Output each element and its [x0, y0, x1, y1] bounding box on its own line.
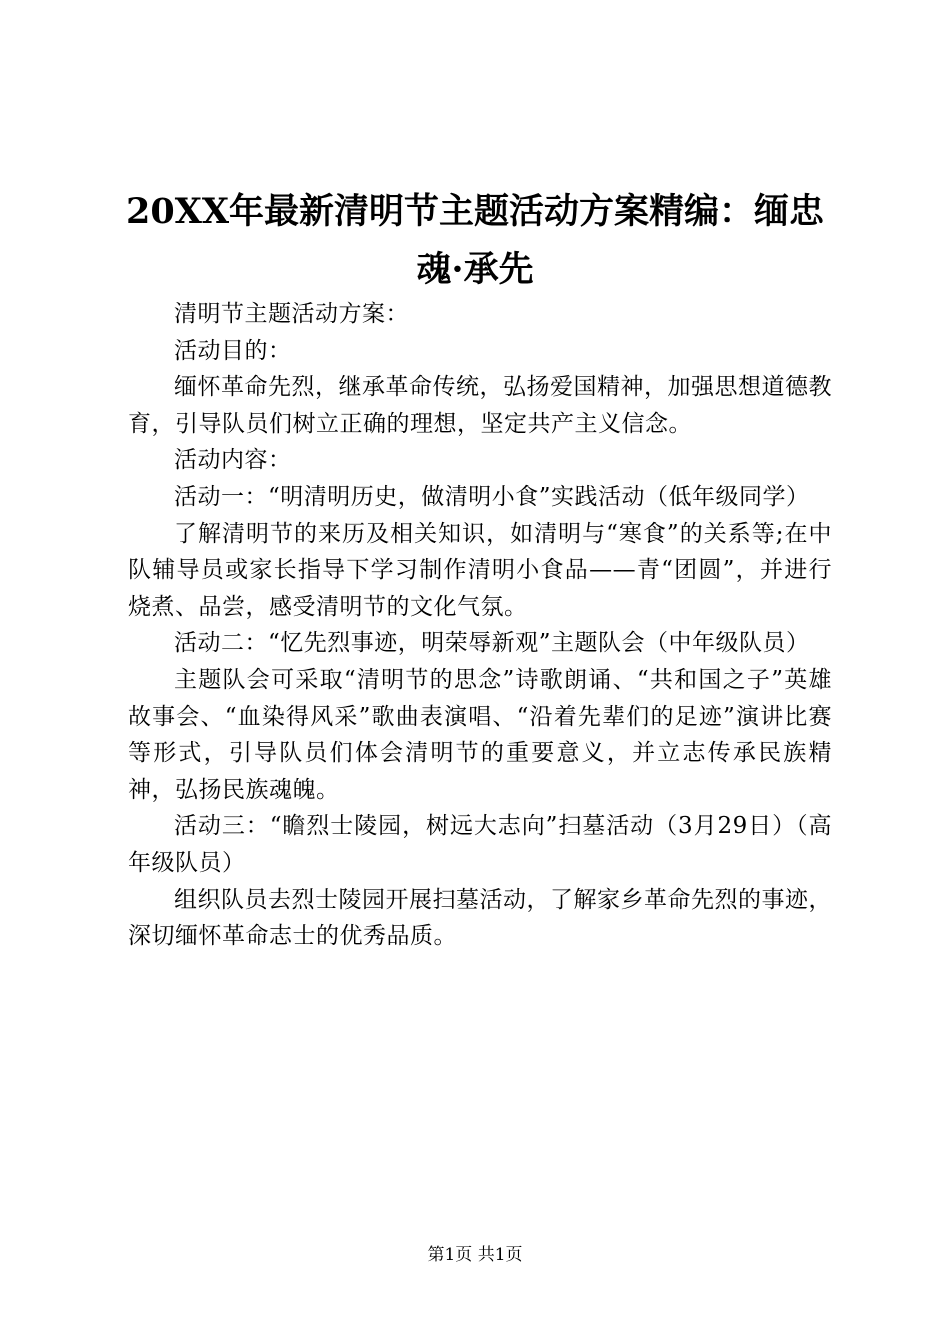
paragraph-purpose-heading: 活动目的： [174, 337, 292, 364]
paragraph-content-heading: 活动内容： [174, 447, 292, 474]
page-number: 第1页 共1页 [427, 1245, 523, 1265]
paragraph-activity-1-heading: 活动一：“明清明历史，做清明小食”实践活动（低年级同学） [174, 483, 810, 510]
paragraph-activity-1: 了解清明节的来历及相关知识，如清明与“寒食”的关系等;在中队辅导员或家长指导下学习制作清明小食品——青“团圆”，并进行烧煮、品尝，感受清明节的文化气氛。 [128, 520, 832, 620]
title-line-2: 魂·承先 [416, 249, 534, 290]
title-line-1: 20XX年最新清明节主题活动方案精编：缅忠 [125, 191, 825, 232]
document-title [120, 183, 830, 299]
paragraph-activity-2: 主题队会可采取“清明节的思念”诗歌朗诵、“共和国之子”英雄故事会、“血染得风采”歌曲表演唱、“沿着先辈们的足迹”演讲比赛等形式，引导队员们体会清明节的重要意义，并立志传承民族精神，弘扬民族魂魄。 [128, 666, 832, 803]
paragraph-activity-3-heading: 活动三：“瞻烈士陵园，树远大志向”扫墓活动（3月29日）（高年级队员） [128, 813, 832, 876]
document-body [128, 296, 832, 955]
paragraph-activity-3: 组织队员去烈士陵园开展扫墓活动，了解家乡革命先烈的事迹，深切缅怀革命志士的优秀品质。 [128, 886, 832, 950]
paragraph-purpose: 缅怀革命先烈，继承革命传统，弘扬爱国精神，加强思想道德教育，引导队员们树立正确的理想，坚定共产主义信念。 [128, 374, 832, 437]
paragraph-activity-2-heading: 活动二：“忆先烈事迹，明荣辱新观”主题队会（中年级队员） [174, 630, 810, 657]
paragraph-intro: 清明节主题活动方案： [174, 301, 409, 327]
